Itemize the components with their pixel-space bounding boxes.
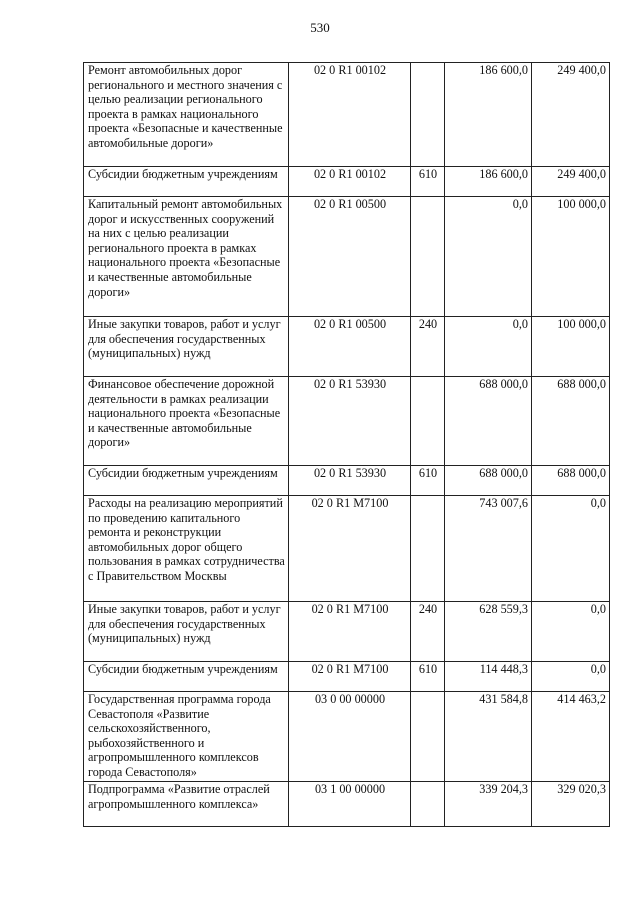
amount-year1-cell: 688 000,0 [445,466,532,496]
table-row [84,496,610,602]
expense-name-cell: Финансовое обеспечение дорожной деятельности в рамках реализации национального проекта «Безопасные и качественные автомобильные дороги» [84,377,289,466]
expense-type-cell [411,782,445,827]
amount-year2-cell: 249 400,0 [532,63,610,167]
expense-name-cell: Субсидии бюджетным учреждениям [84,167,289,197]
amount-year1-cell: 431 584,8 [445,692,532,782]
expense-name-cell: Ремонт автомобильных дорог регионального и местного значения с целью реализации регионального проекта в рамках национального проекта «Безопасные и качественные автомобильные дороги» [84,63,289,167]
amount-year2-cell: 0,0 [532,662,610,692]
amount-year2-cell: 414 463,2 [532,692,610,782]
expense-type-cell [411,692,445,782]
expense-type-cell [411,377,445,466]
amount-year2-cell: 688 000,0 [532,377,610,466]
table-row [84,197,610,317]
target-code-cell: 02 0 R1 00102 [289,167,411,197]
target-code-cell: 02 0 R1 M7100 [289,496,411,602]
amount-year2-cell: 688 000,0 [532,466,610,496]
amount-year2-cell: 100 000,0 [532,197,610,317]
expense-name-cell: Расходы на реализацию мероприятий по проведению капитального ремонта и реконструкции автомобильных дорог общего пользования в рамках сотрудничества с Правительством Москвы [84,496,289,602]
page-number: 530 [310,20,330,35]
target-code-cell: 02 0 R1 00500 [289,197,411,317]
amount-year1-cell: 628 559,3 [445,602,532,662]
target-code-cell: 03 1 00 00000 [289,782,411,827]
expense-name-cell: Государственная программа города Севастополя «Развитие сельскохозяйственного, рыбохозяйственного и агропромышленного комплексов города Севастополя» [84,692,289,782]
expense-type-cell: 240 [411,317,445,377]
amount-year2-cell: 249 400,0 [532,167,610,197]
table-row [84,602,610,662]
amount-year2-cell: 0,0 [532,602,610,662]
amount-year1-cell: 0,0 [445,317,532,377]
expense-name-cell: Субсидии бюджетным учреждениям [84,662,289,692]
amount-year2-cell: 329 020,3 [532,782,610,827]
table-row [84,662,610,692]
expense-type-cell: 610 [411,466,445,496]
expense-type-cell [411,496,445,602]
amount-year1-cell: 743 007,6 [445,496,532,602]
amount-year2-cell: 0,0 [532,496,610,602]
amount-year2-cell: 100 000,0 [532,317,610,377]
table-row [84,782,610,827]
target-code-cell: 02 0 R1 53930 [289,466,411,496]
expense-type-cell [411,197,445,317]
table-row [84,317,610,377]
amount-year1-cell: 339 204,3 [445,782,532,827]
table-row [84,692,610,782]
amount-year1-cell: 0,0 [445,197,532,317]
expense-type-cell: 610 [411,662,445,692]
table-row [84,466,610,496]
target-code-cell: 02 0 R1 00102 [289,63,411,167]
expense-name-cell: Капитальный ремонт автомобильных дорог и искусственных сооружений на них с целью реализации регионального проекта в рамках национального проекта «Безопасные и качественные автомобильные дороги» [84,197,289,317]
expense-name-cell: Иные закупки товаров, работ и услуг для обеспечения государственных (муниципальных) нужд [84,602,289,662]
table-row [84,63,610,167]
expense-type-cell: 610 [411,167,445,197]
amount-year1-cell: 186 600,0 [445,167,532,197]
budget-table [83,62,610,827]
expense-type-cell: 240 [411,602,445,662]
table-row [84,167,610,197]
expense-name-cell: Подпрограмма «Развитие отраслей агропромышленного комплекса» [84,782,289,827]
amount-year1-cell: 114 448,3 [445,662,532,692]
table-row [84,377,610,466]
target-code-cell: 02 0 R1 M7100 [289,662,411,692]
target-code-cell: 02 0 R1 00500 [289,317,411,377]
expense-type-cell [411,63,445,167]
target-code-cell: 02 0 R1 53930 [289,377,411,466]
expense-name-cell: Иные закупки товаров, работ и услуг для обеспечения государственных (муниципальных) нужд [84,317,289,377]
expense-name-cell: Субсидии бюджетным учреждениям [84,466,289,496]
target-code-cell: 02 0 R1 M7100 [289,602,411,662]
amount-year1-cell: 186 600,0 [445,63,532,167]
target-code-cell: 03 0 00 00000 [289,692,411,782]
amount-year1-cell: 688 000,0 [445,377,532,466]
